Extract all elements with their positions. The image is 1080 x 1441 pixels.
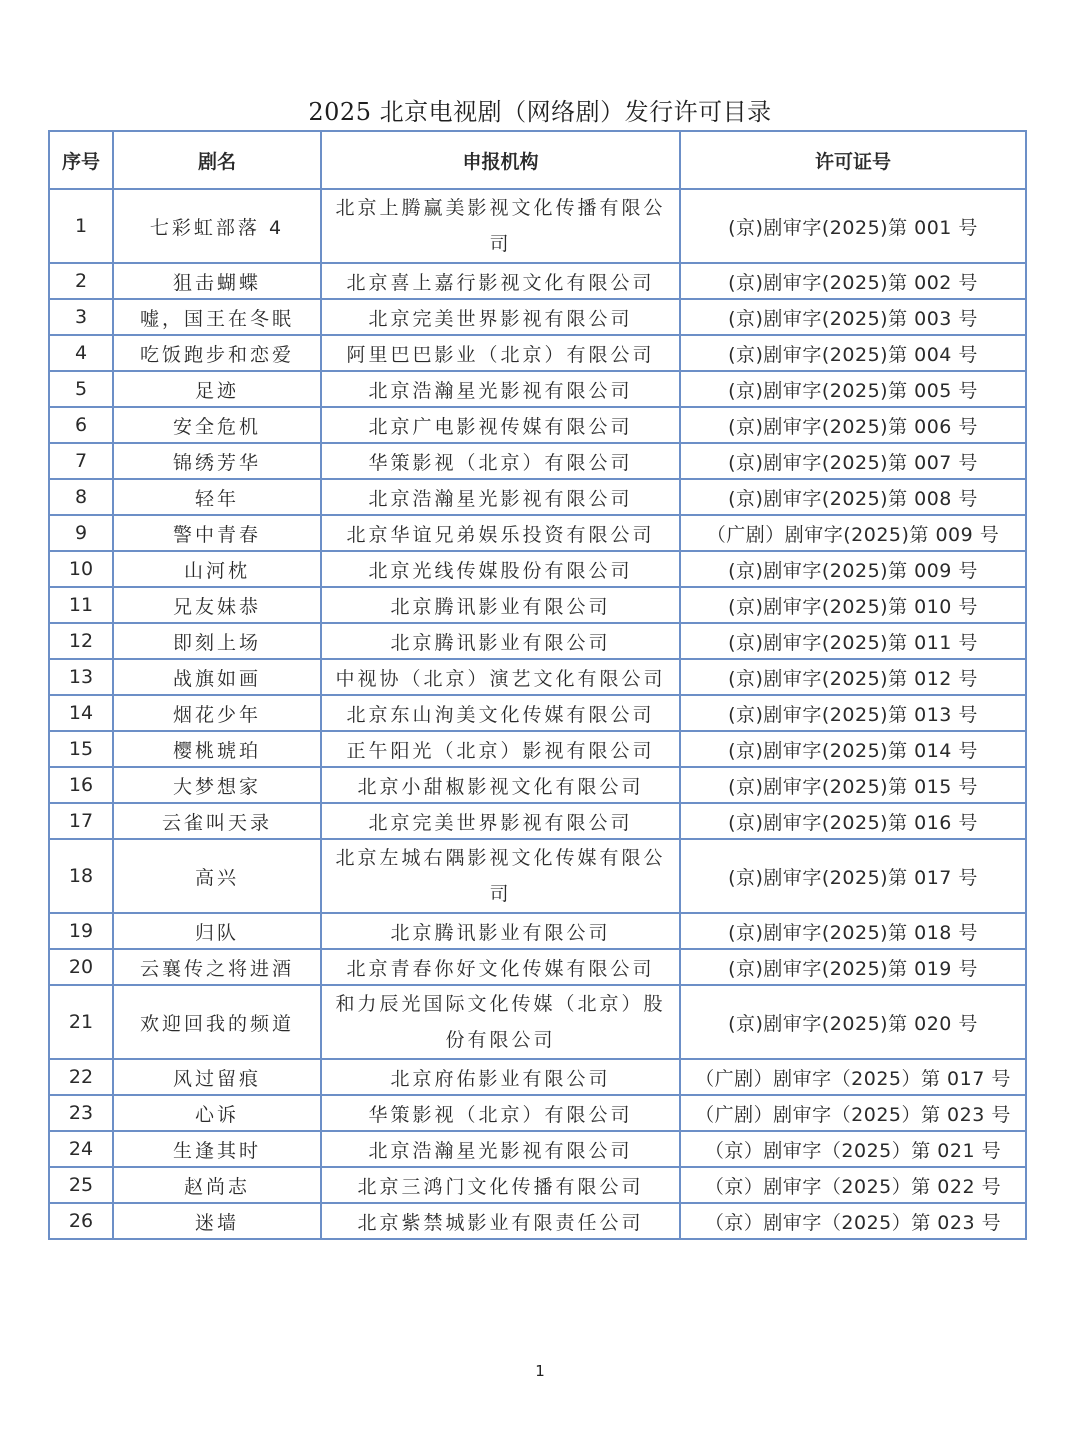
row-number: 3: [49, 299, 113, 335]
drama-name: 赵尚志: [113, 1167, 321, 1203]
drama-name: 七彩虹部落 4: [113, 189, 321, 263]
table-row: [49, 949, 1026, 985]
license-number: (京)剧审字(2025)第 018 号: [680, 913, 1026, 949]
drama-name: 嘘，国王在冬眠: [113, 299, 321, 335]
document-title: 2025 北京电视剧（网络剧）发行许可目录: [308, 98, 772, 126]
row-number: 23: [49, 1095, 113, 1131]
license-number: （京）剧审字（2025）第 023 号: [680, 1203, 1026, 1239]
drama-name: 安全危机: [113, 407, 321, 443]
row-number: 17: [49, 803, 113, 839]
license-number: (京)剧审字(2025)第 001 号: [680, 189, 1026, 263]
table-row: [49, 1059, 1026, 1095]
table-row: [49, 623, 1026, 659]
table-row: [49, 731, 1026, 767]
license-number: (京)剧审字(2025)第 016 号: [680, 803, 1026, 839]
table-row: [49, 839, 1026, 913]
drama-name: 风过留痕: [113, 1059, 321, 1095]
applicant-org: 华策影视（北京）有限公司: [321, 1095, 680, 1131]
license-number: （广剧）剧审字（2025）第 017 号: [680, 1059, 1026, 1095]
drama-name: 轻年: [113, 479, 321, 515]
table-row: [49, 803, 1026, 839]
license-number: (京)剧审字(2025)第 017 号: [680, 839, 1026, 913]
applicant-org: 北京小甜椒影视文化有限公司: [321, 767, 680, 803]
license-number: (京)剧审字(2025)第 007 号: [680, 443, 1026, 479]
license-number: (京)剧审字(2025)第 011 号: [680, 623, 1026, 659]
table-row: [49, 587, 1026, 623]
drama-name: 烟花少年: [113, 695, 321, 731]
drama-name: 狙击蝴蝶: [113, 263, 321, 299]
row-number: 12: [49, 623, 113, 659]
license-number: (京)剧审字(2025)第 013 号: [680, 695, 1026, 731]
applicant-org: 北京完美世界影视有限公司: [321, 299, 680, 335]
drama-name: 吃饭跑步和恋爱: [113, 335, 321, 371]
license-table: [48, 130, 1027, 1240]
license-number: （广剧）剧审字(2025)第 009 号: [680, 515, 1026, 551]
table-row: [49, 1203, 1026, 1239]
table-row: [49, 479, 1026, 515]
applicant-org: 华策影视（北京）有限公司: [321, 443, 680, 479]
row-number: 1: [49, 189, 113, 263]
drama-name: 战旗如画: [113, 659, 321, 695]
table-row: [49, 515, 1026, 551]
license-number: (京)剧审字(2025)第 015 号: [680, 767, 1026, 803]
header-name: 剧名: [113, 131, 321, 189]
drama-name: 欢迎回我的频道: [113, 985, 321, 1059]
license-number: (京)剧审字(2025)第 014 号: [680, 731, 1026, 767]
applicant-org: 北京左城右隅影视文化传媒有限公司: [321, 839, 680, 913]
row-number: 19: [49, 913, 113, 949]
license-number: (京)剧审字(2025)第 006 号: [680, 407, 1026, 443]
row-number: 18: [49, 839, 113, 913]
license-number: (京)剧审字(2025)第 020 号: [680, 985, 1026, 1059]
row-number: 20: [49, 949, 113, 985]
applicant-org: 北京广电影视传媒有限公司: [321, 407, 680, 443]
applicant-org: 北京三鸿门文化传播有限公司: [321, 1167, 680, 1203]
applicant-org: 正午阳光（北京）影视有限公司: [321, 731, 680, 767]
table-row: [49, 189, 1026, 263]
table-row: [49, 913, 1026, 949]
license-number: （京）剧审字（2025）第 022 号: [680, 1167, 1026, 1203]
license-number: (京)剧审字(2025)第 019 号: [680, 949, 1026, 985]
table-row: [49, 551, 1026, 587]
header-license: 许可证号: [680, 131, 1026, 189]
applicant-org: 北京府佑影业有限公司: [321, 1059, 680, 1095]
table-row: [49, 299, 1026, 335]
drama-name: 云襄传之将进酒: [113, 949, 321, 985]
table-row: [49, 335, 1026, 371]
applicant-org: 阿里巴巴影业（北京）有限公司: [321, 335, 680, 371]
applicant-org: 北京浩瀚星光影视有限公司: [321, 479, 680, 515]
drama-name: 迷墙: [113, 1203, 321, 1239]
row-number: 16: [49, 767, 113, 803]
table-body: [49, 189, 1026, 1239]
license-number: (京)剧审字(2025)第 003 号: [680, 299, 1026, 335]
drama-name: 心诉: [113, 1095, 321, 1131]
applicant-org: 北京紫禁城影业有限责任公司: [321, 1203, 680, 1239]
table-row: [49, 263, 1026, 299]
license-number: (京)剧审字(2025)第 012 号: [680, 659, 1026, 695]
license-number: (京)剧审字(2025)第 002 号: [680, 263, 1026, 299]
applicant-org: 北京完美世界影视有限公司: [321, 803, 680, 839]
table-row: [49, 1167, 1026, 1203]
table-row: [49, 659, 1026, 695]
row-number: 7: [49, 443, 113, 479]
table-row: [49, 371, 1026, 407]
row-number: 6: [49, 407, 113, 443]
row-number: 15: [49, 731, 113, 767]
row-number: 13: [49, 659, 113, 695]
row-number: 5: [49, 371, 113, 407]
drama-name: 樱桃琥珀: [113, 731, 321, 767]
drama-name: 即刻上场: [113, 623, 321, 659]
row-number: 14: [49, 695, 113, 731]
drama-name: 警中青春: [113, 515, 321, 551]
drama-name: 归队: [113, 913, 321, 949]
row-number: 11: [49, 587, 113, 623]
license-number: (京)剧审字(2025)第 004 号: [680, 335, 1026, 371]
row-number: 26: [49, 1203, 113, 1239]
drama-name: 生逢其时: [113, 1131, 321, 1167]
row-number: 10: [49, 551, 113, 587]
table-row: [49, 443, 1026, 479]
applicant-org: 北京华谊兄弟娱乐投资有限公司: [321, 515, 680, 551]
applicant-org: 中视协（北京）演艺文化有限公司: [321, 659, 680, 695]
applicant-org: 北京东山洵美文化传媒有限公司: [321, 695, 680, 731]
license-number: （广剧）剧审字（2025）第 023 号: [680, 1095, 1026, 1131]
license-number: (京)剧审字(2025)第 010 号: [680, 587, 1026, 623]
license-number: (京)剧审字(2025)第 009 号: [680, 551, 1026, 587]
applicant-org: 北京腾讯影业有限公司: [321, 587, 680, 623]
license-number: (京)剧审字(2025)第 005 号: [680, 371, 1026, 407]
table-row: [49, 985, 1026, 1059]
applicant-org: 北京上腾赢美影视文化传播有限公司: [321, 189, 680, 263]
row-number: 22: [49, 1059, 113, 1095]
table-row: [49, 767, 1026, 803]
applicant-org: 和力辰光国际文化传媒（北京）股份有限公司: [321, 985, 680, 1059]
row-number: 21: [49, 985, 113, 1059]
drama-name: 兄友妹恭: [113, 587, 321, 623]
license-number: (京)剧审字(2025)第 008 号: [680, 479, 1026, 515]
applicant-org: 北京光线传媒股份有限公司: [321, 551, 680, 587]
table-row: [49, 407, 1026, 443]
row-number: 25: [49, 1167, 113, 1203]
table-row: [49, 1131, 1026, 1167]
applicant-org: 北京腾讯影业有限公司: [321, 623, 680, 659]
page-number: 1: [535, 1362, 545, 1380]
drama-name: 足迹: [113, 371, 321, 407]
drama-name: 山河枕: [113, 551, 321, 587]
row-number: 4: [49, 335, 113, 371]
drama-name: 云雀叫天录: [113, 803, 321, 839]
table-header-row: [49, 131, 1026, 189]
row-number: 9: [49, 515, 113, 551]
applicant-org: 北京腾讯影业有限公司: [321, 913, 680, 949]
table-row: [49, 1095, 1026, 1131]
applicant-org: 北京喜上嘉行影视文化有限公司: [321, 263, 680, 299]
row-number: 2: [49, 263, 113, 299]
drama-name: 大梦想家: [113, 767, 321, 803]
applicant-org: 北京浩瀚星光影视有限公司: [321, 1131, 680, 1167]
header-no: 序号: [49, 131, 113, 189]
row-number: 8: [49, 479, 113, 515]
license-number: （京）剧审字（2025）第 021 号: [680, 1131, 1026, 1167]
drama-name: 锦绣芳华: [113, 443, 321, 479]
header-org: 申报机构: [321, 131, 680, 189]
applicant-org: 北京青春你好文化传媒有限公司: [321, 949, 680, 985]
applicant-org: 北京浩瀚星光影视有限公司: [321, 371, 680, 407]
drama-name: 高兴: [113, 839, 321, 913]
table-row: [49, 695, 1026, 731]
row-number: 24: [49, 1131, 113, 1167]
